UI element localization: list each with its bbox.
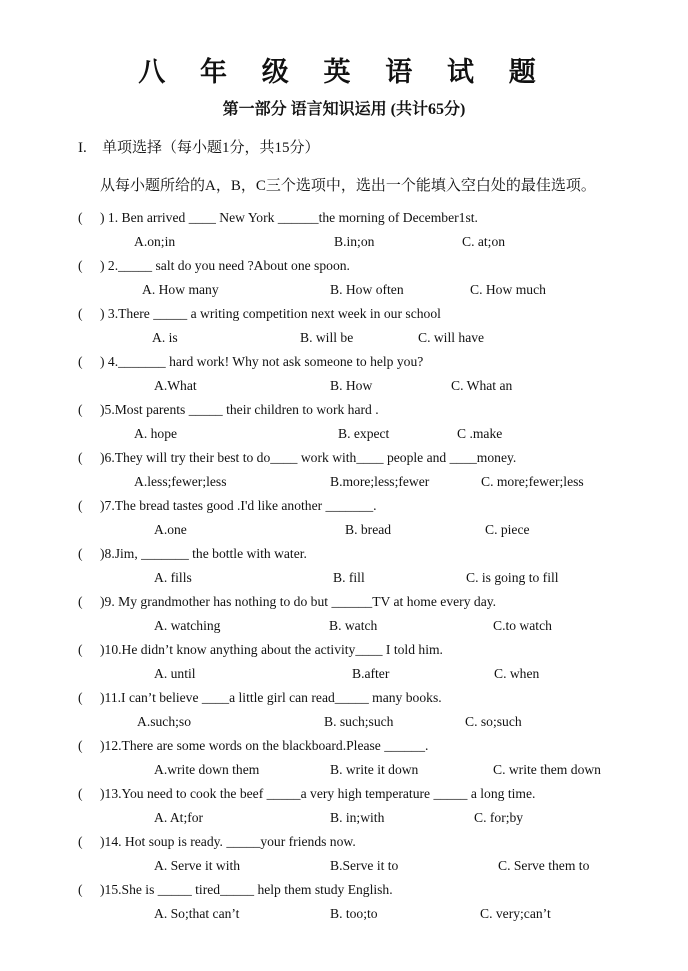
option-b: B. bread [345, 522, 392, 537]
option-b: B. How often [330, 282, 404, 297]
question-2 [78, 258, 350, 274]
answer-blank: ( [78, 834, 83, 849]
option-b: B. will be [300, 330, 354, 345]
question-4 [78, 354, 423, 370]
option-c: C. will have [418, 330, 485, 345]
option-b: B. How [330, 378, 373, 393]
question-8 [78, 546, 307, 562]
option-b: B. in;with [330, 810, 385, 825]
option-b: B. such;such [324, 714, 394, 729]
question-1 [78, 210, 478, 226]
answer-blank: ( [78, 594, 83, 609]
option-c: C. How much [470, 282, 546, 297]
question-stem: ) 4._______ hard work! Why not ask someone to help you? [100, 354, 424, 369]
part-subtitle: 第一部分 语言知识运用 (共计65分) [222, 101, 466, 118]
option-a: A. Serve it with [154, 858, 241, 873]
question-5 [78, 402, 379, 418]
answer-blank: ( [78, 258, 83, 273]
option-a: A.on;in [134, 234, 176, 249]
option-b: B.more;less;fewer [330, 474, 430, 489]
option-a: A.write down them [154, 762, 260, 777]
option-a: A. watching [154, 618, 221, 633]
option-c: C. Serve them to [498, 858, 590, 873]
option-c: C. when [494, 666, 540, 681]
answer-blank: ( [78, 354, 83, 369]
section-label: 单项选择（每小题1分，共15分） [102, 140, 320, 156]
question-stem: ) 3.There _____ a writing competition next week in our school [100, 306, 441, 321]
question-6 [78, 450, 516, 466]
option-c: C. at;on [462, 234, 506, 249]
section-heading [78, 136, 320, 157]
question-stem: )15.She is _____ tired_____ help them study English. [100, 882, 393, 897]
option-c: C. piece [485, 522, 530, 537]
question-11 [78, 690, 442, 706]
option-a: A. fills [154, 570, 192, 585]
answer-blank: ( [78, 546, 83, 561]
answer-blank: ( [78, 642, 83, 657]
option-c: C. What an [451, 378, 513, 393]
option-b: B.Serve it to [330, 858, 399, 873]
answer-blank: ( [78, 450, 83, 465]
option-c: C. is going to fill [466, 570, 559, 585]
option-a: A.less;fewer;less [134, 474, 227, 489]
option-c: C.to watch [493, 618, 552, 633]
question-stem: )8.Jim, _______ the bottle with water. [100, 546, 307, 561]
answer-blank: ( [78, 690, 83, 705]
option-b: B. watch [329, 618, 378, 633]
option-a: A.such;so [137, 714, 191, 729]
option-c: C. very;can’t [480, 906, 551, 921]
answer-blank: ( [78, 738, 83, 753]
option-b: B.after [352, 666, 390, 681]
option-b: B. fill [333, 570, 365, 585]
option-b: B.in;on [334, 234, 375, 249]
exam-title: 八 年 级 英 语 试 题 [138, 57, 550, 87]
question-stem: )5.Most parents _____ their children to work hard . [100, 402, 379, 417]
question-3 [78, 306, 441, 322]
section-number: I. [78, 140, 87, 156]
option-a: A. So;that can’t [154, 906, 240, 921]
option-a: A.one [154, 522, 187, 537]
question-stem: )11.I can’t believe ____a little girl can read_____ many books. [100, 690, 442, 705]
question-stem: )9. My grandmother has nothing to do but ______TV at home every day. [100, 594, 497, 609]
question-stem: )7.The bread tastes good .I'd like another _______. [100, 498, 377, 513]
option-a: A. At;for [154, 810, 204, 825]
option-b: B. expect [338, 426, 390, 441]
answer-blank: ( [78, 210, 83, 225]
question-stem: )10.He didn’t know anything about the activity____ I told him. [100, 642, 443, 657]
question-9 [78, 594, 496, 610]
option-c: C. for;by [474, 810, 524, 825]
option-a: A. How many [142, 282, 219, 297]
question-12 [78, 738, 428, 754]
answer-blank: ( [78, 498, 83, 513]
option-a: A. is [152, 330, 178, 345]
answer-blank: ( [78, 306, 83, 321]
option-b: B. too;to [330, 906, 378, 921]
answer-blank: ( [78, 786, 83, 801]
answer-blank: ( [78, 882, 83, 897]
question-stem: ) 2._____ salt do you need ?About one spoon. [100, 258, 350, 273]
option-b: B. write it down [330, 762, 419, 777]
question-stem: )12.There are some words on the blackboard.Please ______. [100, 738, 429, 753]
question-13 [78, 786, 535, 802]
option-c: C. so;such [465, 714, 522, 729]
question-15 [78, 882, 393, 898]
question-14 [78, 834, 356, 850]
question-stem: )6.They will try their best to do____ work with____ people and ____money. [100, 450, 517, 465]
question-10 [78, 642, 443, 658]
option-c: C. more;fewer;less [481, 474, 584, 489]
answer-blank: ( [78, 402, 83, 417]
question-stem: )13.You need to cook the beef _____a very high temperature _____ a long time. [100, 786, 536, 801]
option-c: C. write them down [493, 762, 601, 777]
question-7 [78, 498, 377, 514]
instruction-text: 从每小题所给的A，B，C三个选项中，选出一个能填入空白处的最佳选项。 [100, 178, 596, 194]
option-a: A.What [154, 378, 197, 393]
option-a: A. hope [134, 426, 178, 441]
question-stem: )14. Hot soup is ready. _____your friends now. [100, 834, 356, 849]
question-stem: ) 1. Ben arrived ____ New York ______the morning of December1st. [100, 210, 478, 225]
option-a: A. until [154, 666, 196, 681]
option-c: C .make [457, 426, 503, 441]
